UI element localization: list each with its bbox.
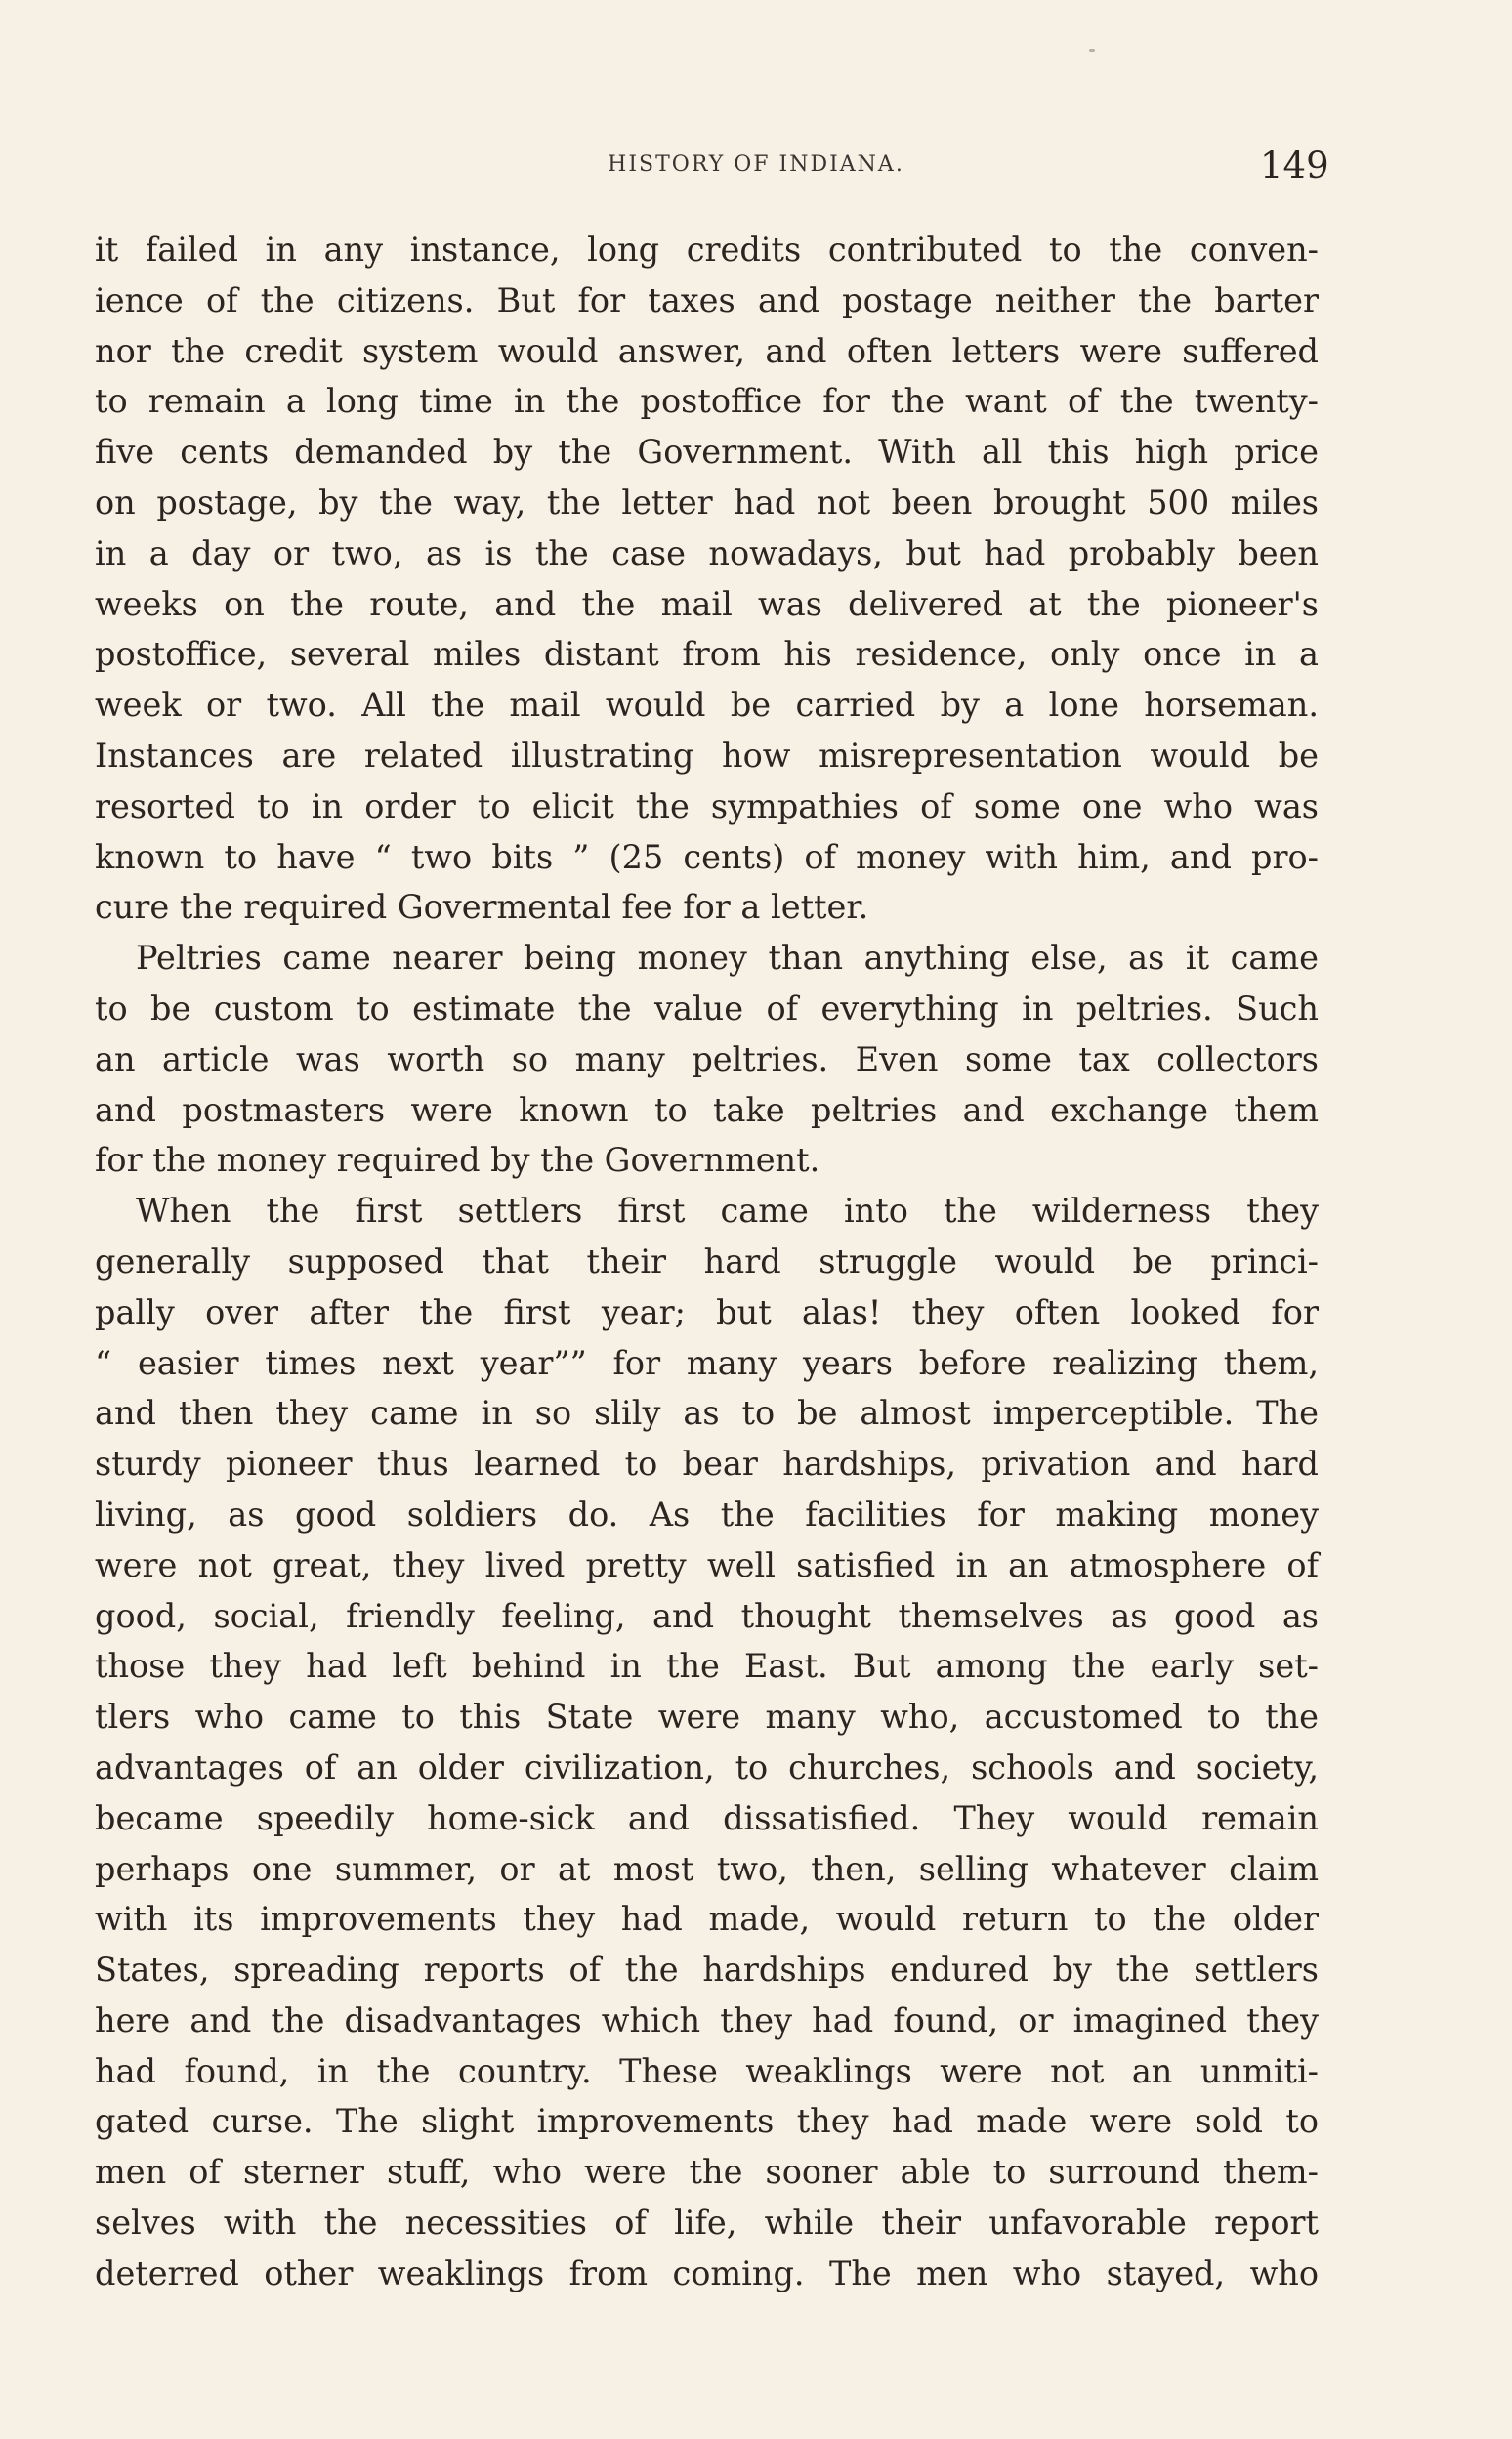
text-line: to be custom to estimate the value of everything in peltries. Such [95, 988, 1319, 1028]
body-text [95, 225, 1319, 2299]
text-line: tlers who came to this State were many who, accustomed to the [95, 1698, 1319, 1737]
running-header [0, 145, 1512, 188]
text-line: Instances are related illustrating how misrepresentation would be [95, 736, 1319, 775]
text-line: it failed in any instance, long credits contributed to the conven- [95, 231, 1319, 269]
text-line: postoffice, several miles distant from his residence, only once in a [95, 635, 1319, 674]
text-line: known to have “ two bits ” (25 cents) of money with him, and pro- [95, 837, 1319, 876]
text-line: week or two. All the mail would be carried by a lone horseman. [95, 686, 1319, 725]
text-line: advantages of an older civilization, to churches, schools and society, [95, 1747, 1319, 1787]
text-line: those they had left behind in the East. But among the early set- [95, 1647, 1319, 1686]
text-line: were not great, they lived pretty well satisfied in an atmosphere of [95, 1545, 1319, 1584]
text-line: gated curse. The slight improvements they had made were sold to [95, 2102, 1319, 2141]
text-line: men of sterner stuff, who were the sooner able to surround them- [95, 2153, 1319, 2192]
text-line: an article was worth so many peltries. Even some tax collectors [95, 1039, 1319, 1078]
text-line: ience of the citizens. But for taxes and postage neither the barter [95, 280, 1319, 319]
text-line: in a day or two, as is the case nowadays, but had probably been [95, 533, 1319, 572]
text-line: to remain a long time in the postoffice for the want of the twenty- [95, 382, 1319, 421]
text-line: five cents demanded by the Government. With all this high price [95, 433, 1319, 472]
text-line: on postage, by the way, the letter had not been brought 500 miles [95, 483, 1319, 522]
text-line: with its improvements they had made, would return to the older [95, 1900, 1319, 1939]
text-line: sturdy pioneer thus learned to bear hardships, privation and hard [95, 1445, 1319, 1484]
text-line: cure the required Govermental fee for a letter. [95, 888, 869, 927]
text-line: States, spreading reports of the hardships endured by the settlers [95, 1951, 1319, 1990]
text-line: and then they came in so slily as to be almost imperceptible. The [95, 1394, 1319, 1433]
text-line: for the money required by the Government. [95, 1141, 820, 1180]
text-line: and postmasters were known to take peltries and exchange them [95, 1090, 1319, 1129]
running-title: HISTORY OF INDIANA. [608, 152, 904, 177]
text-line: here and the disadvantages which they had found, or imagined they [95, 2000, 1319, 2040]
text-line: pally over after the first year; but alas! they often looked for [95, 1292, 1319, 1331]
text-line: Peltries came nearer being money than anything else, as it came [136, 939, 1319, 978]
text-line: generally supposed that their hard struggle would be princi- [95, 1241, 1319, 1281]
text-line: had found, in the country. These weaklings were not an unmiti- [95, 2051, 1319, 2090]
text-line: deterred other weaklings from coming. The men who stayed, who [95, 2253, 1319, 2292]
text-line: “ easier times next year”” for many years before realizing them, [95, 1343, 1319, 1382]
text-line: became speedily home-sick and dissatisfied. They would remain [95, 1798, 1319, 1837]
text-line: selves with the necessities of life, while their unfavorable report [95, 2204, 1319, 2243]
text-line: resorted to in order to elicit the sympathies of some one who was [95, 786, 1319, 825]
text-line: living, as good soldiers do. As the facilities for making money [95, 1494, 1319, 1534]
text-line: weeks on the route, and the mail was delivered at the pioneer's [95, 584, 1319, 623]
paper-speck [1089, 49, 1095, 52]
text-line: nor the credit system would answer, and often letters were suffered [95, 331, 1319, 370]
text-line: perhaps one summer, or at most two, then, selling whatever claim [95, 1849, 1319, 1888]
text-line: When the first settlers first came into the wilderness they [136, 1192, 1319, 1231]
text-line: good, social, friendly feeling, and thought themselves as good as [95, 1596, 1319, 1635]
page-number: 149 [1260, 145, 1329, 187]
